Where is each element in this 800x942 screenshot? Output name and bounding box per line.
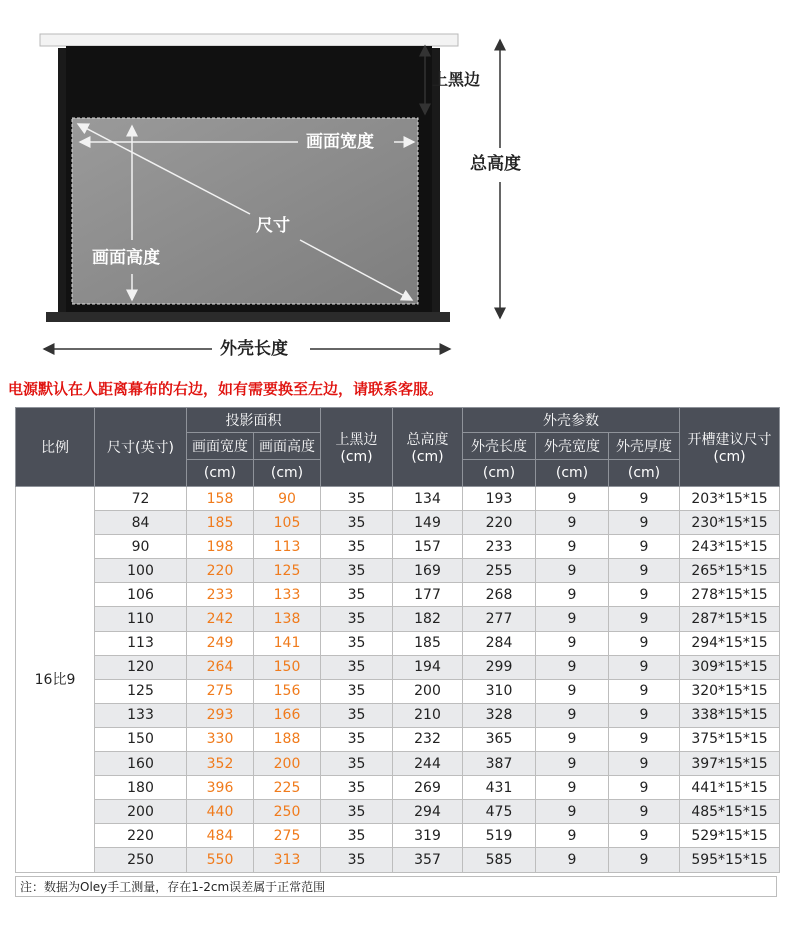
total-height-cell: 157 <box>393 535 463 559</box>
picture-height-cell: 133 <box>254 583 321 607</box>
picture-height-cell: 125 <box>254 559 321 583</box>
picture-height-cell: 250 <box>254 800 321 824</box>
slot-size-cell: 309*15*15 <box>680 655 780 679</box>
slot-size-cell: 595*15*15 <box>680 848 780 872</box>
casing-thickness-cell: 9 <box>609 583 680 607</box>
casing-width-cell: 9 <box>536 752 609 776</box>
casing-length-cell: 284 <box>463 631 536 655</box>
table-row <box>16 583 780 607</box>
size-cell: 84 <box>95 511 187 535</box>
casing-width-cell: 9 <box>536 655 609 679</box>
picture-width-cell: 242 <box>187 607 254 631</box>
header-projection-area: 投影面积 <box>187 408 321 433</box>
top-border-cell: 35 <box>321 776 393 800</box>
size-cell: 160 <box>95 752 187 776</box>
casing-width-cell: 9 <box>536 631 609 655</box>
header-total-height: 总高度 (cm) <box>393 408 463 487</box>
casing-thickness-cell: 9 <box>609 559 680 583</box>
casing-width-cell: 9 <box>536 776 609 800</box>
picture-width-cell: 198 <box>187 535 254 559</box>
casing-thickness-cell: 9 <box>609 679 680 703</box>
picture-width-cell: 264 <box>187 655 254 679</box>
header-unit: (cm) <box>254 460 321 487</box>
picture-width-cell: 550 <box>187 848 254 872</box>
casing-thickness-cell: 9 <box>609 703 680 727</box>
picture-height-cell: 113 <box>254 535 321 559</box>
casing-length-cell: 233 <box>463 535 536 559</box>
casing-length-cell: 310 <box>463 679 536 703</box>
total-height-cell: 294 <box>393 800 463 824</box>
picture-width-cell: 249 <box>187 631 254 655</box>
picture-height-cell: 90 <box>254 487 321 511</box>
casing-width-cell: 9 <box>536 679 609 703</box>
total-height-cell: 319 <box>393 824 463 848</box>
slot-size-cell: 338*15*15 <box>680 703 780 727</box>
table-row <box>16 679 780 703</box>
total-height-cell: 185 <box>393 631 463 655</box>
casing-width-cell: 9 <box>536 559 609 583</box>
picture-height-cell: 200 <box>254 752 321 776</box>
top-border-cell: 35 <box>321 511 393 535</box>
picture-height-cell: 188 <box>254 727 321 751</box>
header-casing-width: 外壳宽度 <box>536 433 609 460</box>
size-cell: 113 <box>95 631 187 655</box>
picture-height-cell: 313 <box>254 848 321 872</box>
casing-length-cell: 255 <box>463 559 536 583</box>
spec-table <box>15 407 780 873</box>
casing-width-cell: 9 <box>536 511 609 535</box>
total-height-cell: 357 <box>393 848 463 872</box>
top-border-cell: 35 <box>321 583 393 607</box>
table-header <box>16 408 780 487</box>
slot-size-cell: 203*15*15 <box>680 487 780 511</box>
casing-thickness-cell: 9 <box>609 535 680 559</box>
size-cell: 133 <box>95 703 187 727</box>
table-row <box>16 487 780 511</box>
size-cell: 220 <box>95 824 187 848</box>
picture-width-cell: 352 <box>187 752 254 776</box>
picture-width-cell: 220 <box>187 559 254 583</box>
size-cell: 72 <box>95 487 187 511</box>
casing-length-cell: 519 <box>463 824 536 848</box>
table-row <box>16 776 780 800</box>
picture-height-cell: 138 <box>254 607 321 631</box>
top-border-cell: 35 <box>321 800 393 824</box>
casing-thickness-cell: 9 <box>609 607 680 631</box>
picture-width-cell: 158 <box>187 487 254 511</box>
casing-thickness-cell: 9 <box>609 511 680 535</box>
measurement-note: 注：数据为Oley手工测量，存在1-2cm误差属于正常范围 <box>15 876 777 897</box>
total-height-cell: 244 <box>393 752 463 776</box>
casing-length-cell: 277 <box>463 607 536 631</box>
total-height-cell: 269 <box>393 776 463 800</box>
casing-length-cell: 431 <box>463 776 536 800</box>
picture-width-cell: 293 <box>187 703 254 727</box>
table-row <box>16 655 780 679</box>
casing-thickness-cell: 9 <box>609 800 680 824</box>
size-cell: 150 <box>95 727 187 751</box>
header-picture-height: 画面高度 <box>254 433 321 460</box>
casing-width-cell: 9 <box>536 535 609 559</box>
header-unit: (cm) <box>187 460 254 487</box>
table-row <box>16 752 780 776</box>
header-size: 尺寸(英寸) <box>95 408 187 487</box>
table-row <box>16 559 780 583</box>
size-cell: 110 <box>95 607 187 631</box>
header-casing-params: 外壳参数 <box>463 408 680 433</box>
slot-size-cell: 294*15*15 <box>680 631 780 655</box>
casing-length-cell: 220 <box>463 511 536 535</box>
casing-length-label: 外壳长度 <box>220 339 288 359</box>
table-row <box>16 511 780 535</box>
top-border-cell: 35 <box>321 487 393 511</box>
header-picture-width: 画面宽度 <box>187 433 254 460</box>
total-height-cell: 182 <box>393 607 463 631</box>
casing-thickness-cell: 9 <box>609 824 680 848</box>
top-border-cell: 35 <box>321 752 393 776</box>
header-unit: (cm) <box>609 460 680 487</box>
top-border-cell: 35 <box>321 848 393 872</box>
table-row <box>16 824 780 848</box>
total-height-cell: 210 <box>393 703 463 727</box>
table-row <box>16 631 780 655</box>
size-label: 尺寸 <box>256 216 290 236</box>
slot-size-cell: 287*15*15 <box>680 607 780 631</box>
top-border-cell: 35 <box>321 679 393 703</box>
casing-thickness-cell: 9 <box>609 752 680 776</box>
top-border-cell: 35 <box>321 824 393 848</box>
casing-thickness-cell: 9 <box>609 487 680 511</box>
casing-length-cell: 328 <box>463 703 536 727</box>
table-row <box>16 607 780 631</box>
picture-height-cell: 156 <box>254 679 321 703</box>
casing-length-cell: 299 <box>463 655 536 679</box>
casing-thickness-cell: 9 <box>609 727 680 751</box>
slot-size-cell: 397*15*15 <box>680 752 780 776</box>
casing-length-cell: 268 <box>463 583 536 607</box>
size-cell: 120 <box>95 655 187 679</box>
power-side-notice: 电源默认在人距离幕布的右边，如有需要换至左边，请联系客服。 <box>8 380 444 398</box>
casing-length-cell: 475 <box>463 800 536 824</box>
header-slot-size: 开槽建议尺寸 (cm) <box>680 408 780 487</box>
casing-thickness-cell: 9 <box>609 848 680 872</box>
picture-width-label: 画面宽度 <box>306 132 374 152</box>
total-height-cell: 232 <box>393 727 463 751</box>
picture-height-cell: 105 <box>254 511 321 535</box>
size-cell: 90 <box>95 535 187 559</box>
table-row <box>16 727 780 751</box>
top-border-cell: 35 <box>321 655 393 679</box>
picture-height-cell: 141 <box>254 631 321 655</box>
header-unit: (cm) <box>536 460 609 487</box>
casing-thickness-cell: 9 <box>609 631 680 655</box>
picture-width-cell: 275 <box>187 679 254 703</box>
table-row <box>16 535 780 559</box>
size-cell: 250 <box>95 848 187 872</box>
slot-size-cell: 485*15*15 <box>680 800 780 824</box>
size-cell: 106 <box>95 583 187 607</box>
size-cell: 200 <box>95 800 187 824</box>
slot-size-cell: 320*15*15 <box>680 679 780 703</box>
slot-size-cell: 278*15*15 <box>680 583 780 607</box>
size-cell: 180 <box>95 776 187 800</box>
header-ratio: 比例 <box>16 408 95 487</box>
header-unit: (cm) <box>463 460 536 487</box>
total-height-label: 总高度 <box>470 154 521 174</box>
top-border-cell: 35 <box>321 535 393 559</box>
total-height-cell: 200 <box>393 679 463 703</box>
casing-bottom-bar <box>46 312 450 322</box>
casing-width-cell: 9 <box>536 487 609 511</box>
total-height-cell: 194 <box>393 655 463 679</box>
casing-length-cell: 365 <box>463 727 536 751</box>
picture-height-cell: 150 <box>254 655 321 679</box>
header-casing-length: 外壳长度 <box>463 433 536 460</box>
slot-size-cell: 441*15*15 <box>680 776 780 800</box>
top-border-label: 上黑边 <box>432 70 481 89</box>
diagram-graphic <box>0 0 800 375</box>
picture-width-cell: 330 <box>187 727 254 751</box>
table-row <box>16 848 780 872</box>
total-height-cell: 169 <box>393 559 463 583</box>
slot-size-cell: 265*15*15 <box>680 559 780 583</box>
picture-width-cell: 484 <box>187 824 254 848</box>
slot-size-cell: 243*15*15 <box>680 535 780 559</box>
casing-top-bar <box>40 34 458 46</box>
table-row <box>16 800 780 824</box>
size-cell: 100 <box>95 559 187 583</box>
total-height-cell: 134 <box>393 487 463 511</box>
top-border-cell: 35 <box>321 727 393 751</box>
total-height-cell: 177 <box>393 583 463 607</box>
size-cell: 125 <box>95 679 187 703</box>
top-border-cell: 35 <box>321 703 393 727</box>
casing-width-cell: 9 <box>536 824 609 848</box>
casing-width-cell: 9 <box>536 607 609 631</box>
ratio-cell: 16比9 <box>16 487 95 873</box>
casing-width-cell: 9 <box>536 727 609 751</box>
casing-width-cell: 9 <box>536 800 609 824</box>
casing-length-cell: 387 <box>463 752 536 776</box>
casing-length-cell: 585 <box>463 848 536 872</box>
picture-height-cell: 275 <box>254 824 321 848</box>
picture-width-cell: 185 <box>187 511 254 535</box>
screen-dimension-diagram <box>0 0 800 375</box>
table-row <box>16 703 780 727</box>
picture-width-cell: 396 <box>187 776 254 800</box>
picture-height-cell: 225 <box>254 776 321 800</box>
casing-width-cell: 9 <box>536 583 609 607</box>
picture-width-cell: 233 <box>187 583 254 607</box>
picture-height-label: 画面高度 <box>92 248 160 268</box>
top-border-cell: 35 <box>321 559 393 583</box>
casing-width-cell: 9 <box>536 848 609 872</box>
top-border-cell: 35 <box>321 607 393 631</box>
total-height-cell: 149 <box>393 511 463 535</box>
header-top-border: 上黑边 (cm) <box>321 408 393 487</box>
picture-height-cell: 166 <box>254 703 321 727</box>
picture-width-cell: 440 <box>187 800 254 824</box>
casing-width-cell: 9 <box>536 703 609 727</box>
casing-thickness-cell: 9 <box>609 655 680 679</box>
casing-length-cell: 193 <box>463 487 536 511</box>
casing-thickness-cell: 9 <box>609 776 680 800</box>
top-border-cell: 35 <box>321 631 393 655</box>
table-body <box>16 487 780 873</box>
slot-size-cell: 230*15*15 <box>680 511 780 535</box>
header-casing-thickness: 外壳厚度 <box>609 433 680 460</box>
slot-size-cell: 529*15*15 <box>680 824 780 848</box>
slot-size-cell: 375*15*15 <box>680 727 780 751</box>
